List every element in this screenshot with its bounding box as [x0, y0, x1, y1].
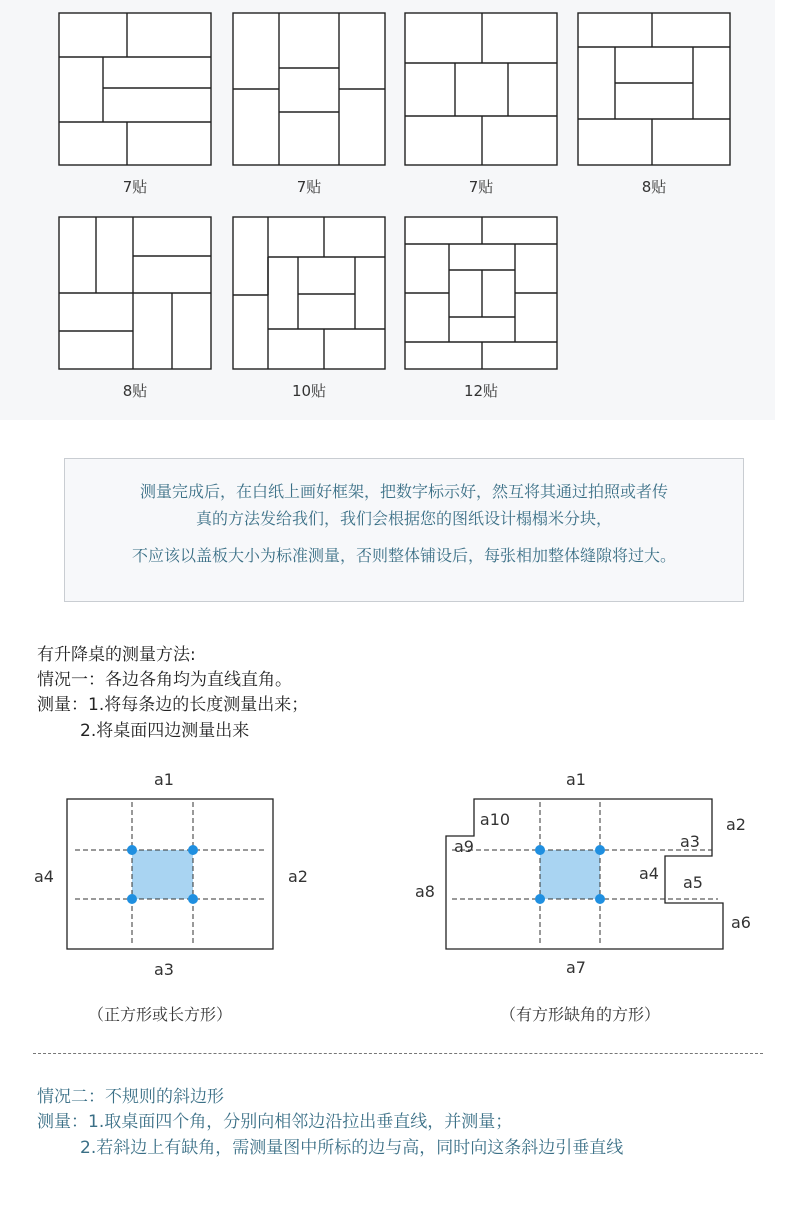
diagram-notched [415, 770, 751, 977]
label-left-a4: a4 [34, 867, 54, 886]
case1-step1: 测量：1.将每条边的长度测量出来； [37, 695, 309, 715]
note-line-2: 真的方法发给我们，我们会根据您的图纸设计榻榻米分块， [195, 509, 612, 528]
tile-label-6: 10贴 [291, 382, 327, 400]
tile-label-4: 8贴 [641, 178, 667, 196]
case1-condition: 情况一：各边各角均为直线直角。 [37, 670, 292, 690]
tile-layout-4 [578, 13, 730, 165]
note-line-3: 不应该以盖板大小为标准测量，否则整体铺设后，每张相加整体缝隙将过大。 [131, 546, 676, 565]
tile-layout-3 [405, 13, 557, 165]
tile-label-1: 7贴 [122, 178, 148, 196]
tile-layout-6 [233, 217, 385, 369]
case2-condition: 情况二：不规则的斜边形 [37, 1087, 224, 1107]
note-line-1: 测量完成后，在白纸上画好框架，把数字标示好，然互将其通过拍照或者传 [139, 482, 668, 501]
label-right-a10: a10 [479, 810, 511, 829]
case2-step2: 2.若斜边上有缺角，需测量图中所标的边与高，同时向这条斜边引垂直线 [80, 1138, 624, 1158]
label-right-a8: a8 [415, 882, 435, 901]
tile-layout-7 [405, 217, 557, 369]
label-right-a1: a1 [566, 770, 586, 789]
tile-layout-1 [59, 13, 211, 165]
tile-label-5: 8贴 [122, 382, 148, 400]
label-right-a4: a4 [639, 864, 659, 883]
case1-step2: 2.将桌面四边测量出来 [80, 721, 250, 741]
tile-layouts [0, 0, 790, 420]
case1-title: 有升降桌的测量方法: [37, 645, 196, 665]
measurement-note [64, 458, 744, 602]
tile-label-7: 12贴 [463, 382, 499, 400]
caption-rectangle: （正方形或长方形） [88, 1005, 233, 1024]
label-right-a9: a9 [454, 837, 474, 856]
label-right-a6: a6 [731, 913, 751, 932]
measurement-diagrams [0, 760, 790, 1000]
caption-notched: （有方形缺角的方形） [500, 1005, 661, 1024]
tile-label-2: 7贴 [296, 178, 322, 196]
label-left-a3: a3 [154, 960, 174, 979]
label-right-a2: a2 [726, 815, 746, 834]
diagram-rectangle [34, 770, 308, 979]
tile-label-3: 7贴 [468, 178, 494, 196]
tile-layout-2 [233, 13, 385, 165]
label-left-a1: a1 [154, 770, 174, 789]
label-right-a5: a5 [683, 873, 703, 892]
label-right-a3: a3 [680, 832, 700, 851]
tile-layout-5 [59, 217, 211, 369]
section-divider [33, 1053, 763, 1054]
case2-step1: 测量：1.取桌面四个角，分别向相邻边沿拉出垂直线，并测量； [37, 1112, 513, 1132]
label-right-a7: a7 [566, 958, 586, 977]
label-left-a2: a2 [288, 867, 308, 886]
